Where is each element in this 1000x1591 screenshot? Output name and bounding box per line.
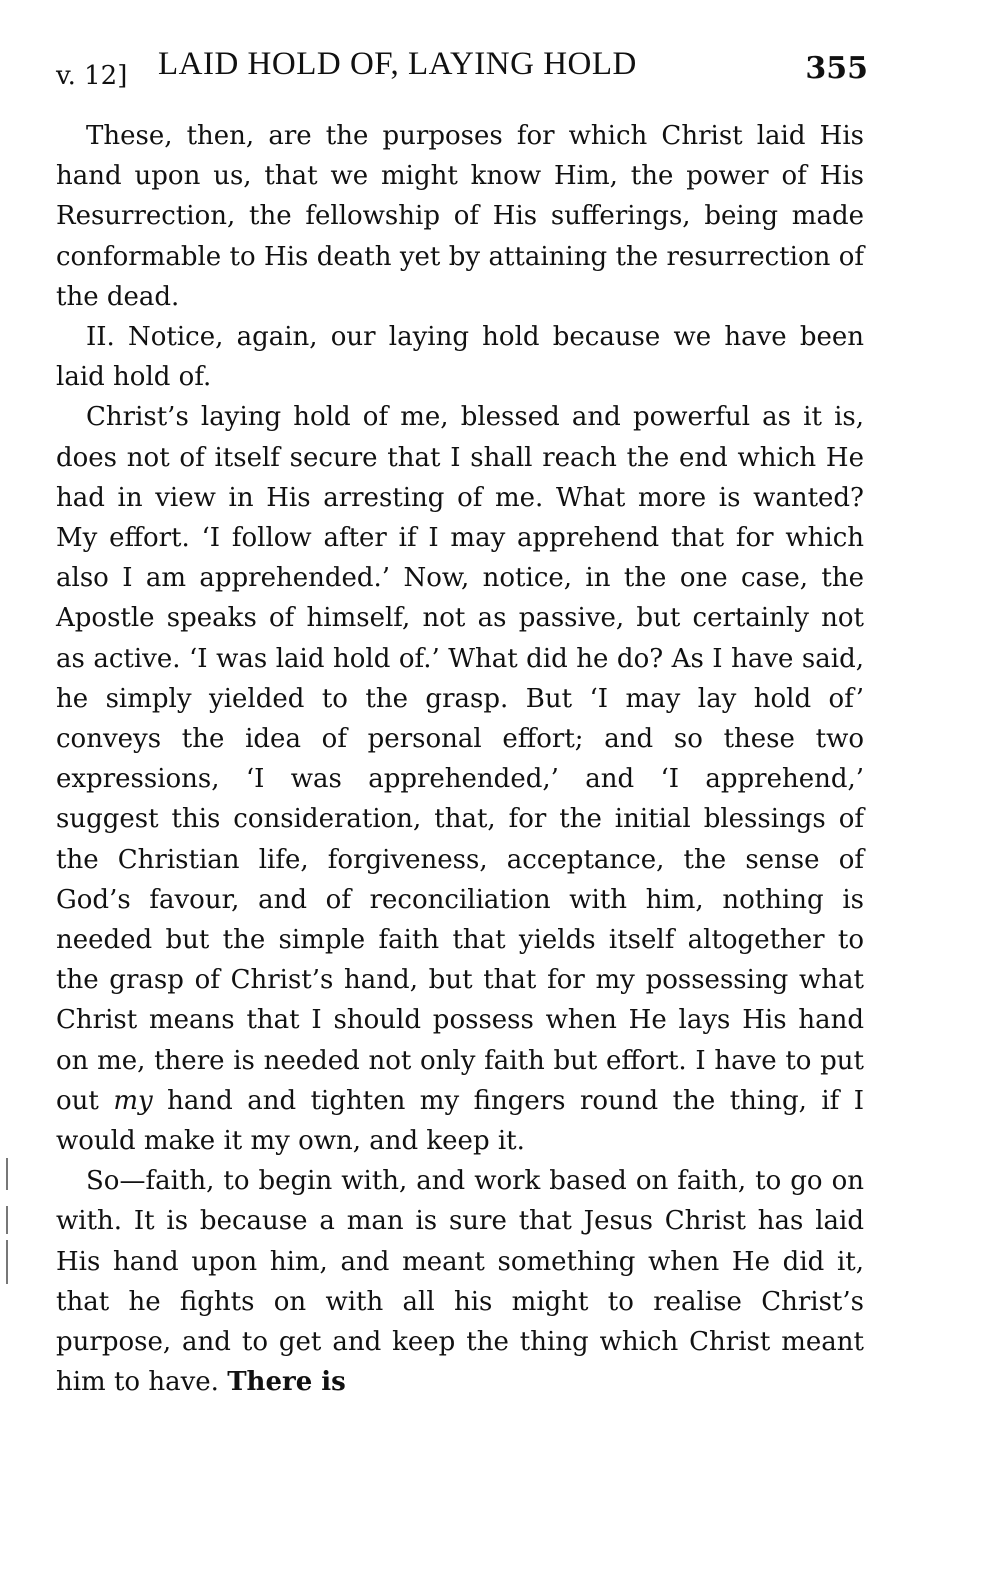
paragraph-laying-hold-text: Christ’s laying hold of me, blessed and powerful as it is, does not of itself secure that I shall reach the end which He had in view in His arresting of me. What more is wanted? My effort. ‘I follow after if I may apprehend that for which also I am apprehended.’ Now, notice, in the one case, the Apostle speaks of himself, not as passive, but certainly not as active. ‘I was laid hold of.’ What did he do? As I have said, he simply yielded to the grasp. But ‘I may lay hold of’ conveys the idea of personal effort; and so these two expressions, ‘I was apprehended,’ and ‘I apprehend,’ suggest this consideration, that, for the initial blessings of the Christian life, forgiveness, acceptance, the sense of God’s favour, and of reconciliation with him, nothing is needed but the simple faith that yields itself altogether to the grasp of Christ’s hand, but that for my possessing what Christ means that I should possess when He lays His hand on me, there is needed not only faith but effort. I have to put out — [56, 402, 864, 1116]
margin-mark — [6, 1206, 8, 1234]
emphasized-word: my — [113, 1085, 153, 1116]
verse-reference: v. 12] — [56, 61, 128, 91]
margin-mark — [6, 1240, 8, 1284]
margin-mark — [6, 1158, 8, 1190]
paragraph-purposes: These, then, are the purposes for which Christ laid His hand upon us, that we might know Him, the power of His Resurrection, the fellowship of His sufferings, being made conformable to His death yet by attaining the resurrection of the dead. — [56, 121, 864, 312]
page-title: LAID HOLD OF, LAYING HOLD — [158, 46, 637, 82]
paragraph-laying-hold — [56, 397, 864, 1161]
paragraph-section-two: II. Notice, again, our laying hold because we have been laid hold of. — [56, 322, 864, 393]
page-number: 355 — [805, 51, 868, 86]
paragraph-faith-and-work — [56, 1161, 864, 1402]
paragraph-laying-hold-ending: hand and tighten my fingers round the thing, if I would make it my own, and keep it. — [56, 1085, 864, 1157]
paragraph-continuation: There is — [227, 1367, 346, 1398]
running-head — [56, 44, 868, 94]
body-text — [56, 116, 864, 1403]
paragraph-faith-text: So—faith, to begin with, and work based on faith, to go on with. It is because a man is sure that Jesus Christ has laid His hand upon him, and meant something when He did it, that he fights on with all his might to realise Christ’s purpose, and to get and keep the thing which Christ meant him to have. — [56, 1166, 864, 1398]
